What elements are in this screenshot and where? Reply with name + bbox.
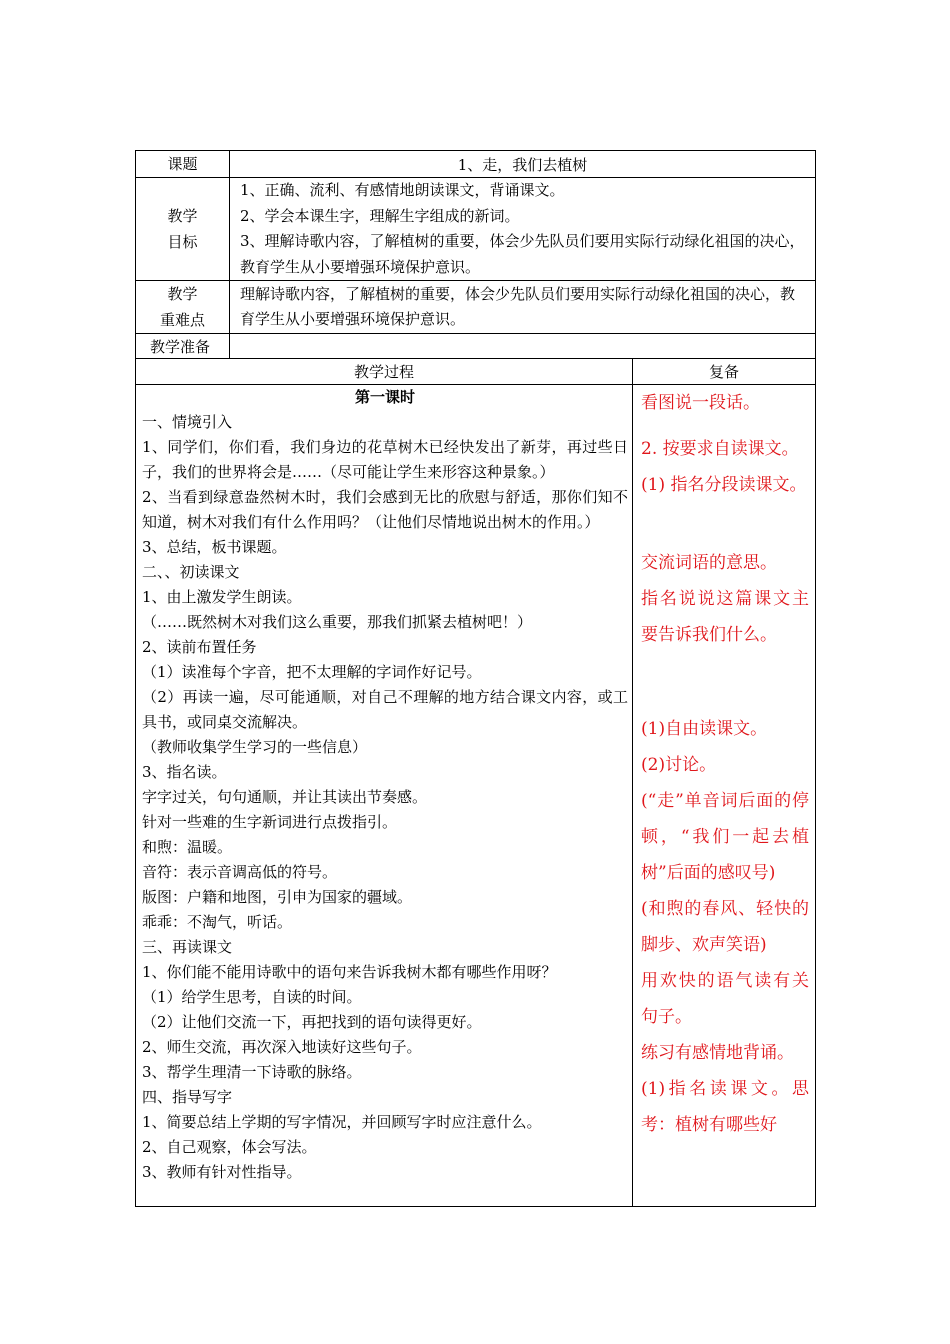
process-line: （……既然树木对我们这么重要，那我们抓紧去植树吧！）	[142, 613, 533, 631]
review-note: 练习有感情地背诵。	[641, 1043, 794, 1063]
review-note: (1)指名读课文。思考：植树有哪些好	[641, 1079, 810, 1135]
process-line: （1）读准每个字音，把不太理解的字词作好记号。	[142, 663, 482, 681]
goals-label	[136, 178, 230, 281]
review-note: (“走”单音词后面的停顿，“我们一起去植树”后面的感叹号)	[641, 791, 810, 883]
topic-label: 课题	[136, 151, 230, 178]
review-note: (1) 指名分段读课文。	[641, 475, 807, 495]
process-line: 3、指名读。	[142, 763, 227, 781]
goals-row	[136, 178, 816, 281]
process-line: 1、简要总结上学期的写字情况，并回顾写字时应注意什么。	[142, 1113, 542, 1131]
topic-row	[136, 151, 816, 178]
process-line: 1、你们能不能用诗歌中的语句来告诉我树木都有哪些作用呀？	[142, 963, 557, 981]
process-line: 二、、初读课文	[142, 563, 240, 581]
review-note: 指名说说这篇课文主要告诉我们什么。	[641, 589, 810, 645]
goals-label-line-1: 教学	[167, 207, 198, 225]
review-note: (1)自由读课文。	[641, 719, 768, 739]
review-note: 用欢快的语气读有关句子。	[641, 971, 810, 1027]
goal-item: 2、学会本课生字，理解生字组成的新词。	[240, 206, 520, 225]
goals-content	[230, 178, 816, 281]
process-line: 字字过关，句句通顺，并让其读出节奏感。	[142, 788, 428, 806]
prep-label: 教学准备	[136, 334, 230, 359]
topic-value: 1、走，我们去植树	[230, 151, 816, 178]
goals-label-line-2: 目标	[167, 233, 198, 251]
process-content	[136, 385, 633, 1207]
process-line: 1、由上激发学生朗读。	[142, 588, 302, 606]
process-line: 音符：表示音调高低的符号。	[142, 863, 338, 881]
key-points-row	[136, 281, 816, 334]
process-line: 2、师生交流，再次深入地读好这些句子。	[142, 1038, 422, 1056]
column-header-row	[136, 359, 816, 385]
process-line: （教师收集学生学习的一些信息）	[142, 738, 368, 756]
lesson-plan-sheet	[135, 150, 815, 1207]
process-line: 2、当看到绿意盎然树木时，我们会感到无比的欣慰与舒适，那你们知不知道，树木对我们有什么作用吗？（让他们尽情地说出树木的作用。）	[142, 488, 628, 531]
process-line: （1）给学生思考，自读的时间。	[142, 988, 362, 1006]
prep-value	[230, 334, 816, 359]
review-spacer	[641, 503, 809, 545]
lesson-title: 第一课时	[354, 388, 415, 406]
process-line: 3、帮学生理清一下诗歌的脉络。	[142, 1063, 362, 1081]
goal-item: 3、理解诗歌内容，了解植树的重要，体会少先队员们要用实际行动绿化祖国的决心，教育学生从小要增强环境保护意识。	[240, 232, 805, 276]
process-line: 四、指导写字	[142, 1088, 233, 1106]
key-points-content: 理解诗歌内容，了解植树的重要，体会少先队员们要用实际行动绿化祖国的决心，教育学生从小要增强环境保护意识。	[230, 281, 816, 334]
review-notes	[633, 385, 816, 1207]
process-line: 3、教师有针对性指导。	[142, 1163, 302, 1181]
review-column-header: 复备	[633, 359, 816, 385]
key-points-label-line-2: 重难点	[159, 311, 205, 329]
review-note: 2. 按要求自读课文。	[641, 439, 799, 459]
process-line: 1、同学们，你们看，我们身边的花草树木已经快发出了新芽，再过些日子，我们的世界将会是……（尽可能让学生来形容这种景象。）	[142, 438, 628, 481]
process-line: 针对一些难的生字新词进行点拨指引。	[142, 813, 398, 831]
key-points-label	[136, 281, 230, 334]
review-note: (2)讨论。	[641, 755, 717, 775]
review-spacer	[641, 421, 809, 431]
process-line: 乖乖：不淘气，听话。	[142, 913, 293, 931]
process-line: 和煦：温暖。	[142, 838, 233, 856]
process-column-header: 教学过程	[136, 359, 633, 385]
process-line: 2、自己观察，体会写法。	[142, 1138, 317, 1156]
process-line: （2）再读一遍，尽可能通顺，对自己不理解的地方结合课文内容，或工具书，或同桌交流解决。	[142, 688, 628, 731]
review-note: (和煦的春风、轻快的脚步、欢声笑语)	[641, 899, 810, 955]
lesson-plan-table	[135, 150, 816, 1207]
content-row	[136, 385, 816, 1207]
process-line: 3、总结，板书课题。	[142, 538, 287, 556]
review-spacer	[641, 653, 809, 711]
key-points-label-line-1: 教学	[167, 285, 198, 303]
process-line: （2）让他们交流一下，再把找到的语句读得更好。	[142, 1013, 482, 1031]
goal-item: 1、正确、流利、有感情地朗读课文，背诵课文。	[240, 181, 565, 199]
review-note: 交流词语的意思。	[641, 553, 777, 573]
process-line: 2、读前布置任务	[142, 638, 257, 656]
process-line: 三、再读课文	[142, 938, 233, 956]
process-line: 一、情境引入	[142, 413, 233, 431]
review-note: 看图说一段话。	[641, 393, 760, 413]
process-line: 版图：户籍和地图，引申为国家的疆域。	[142, 888, 413, 906]
prep-row	[136, 334, 816, 359]
